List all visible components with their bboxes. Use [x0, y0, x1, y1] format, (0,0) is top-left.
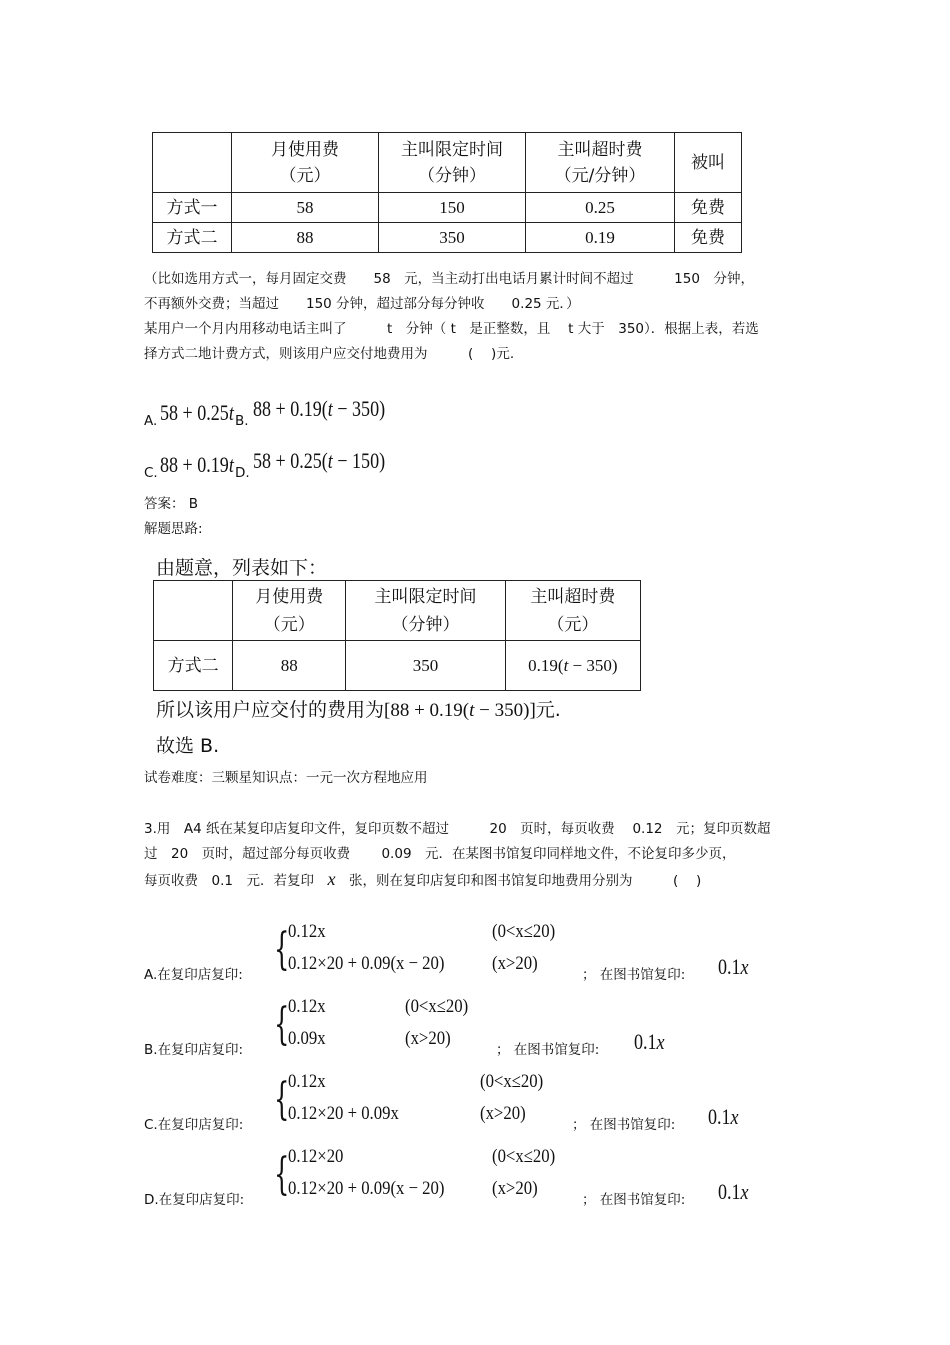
solution-table	[153, 580, 641, 691]
brace-icon: {	[274, 999, 290, 1050]
q3-option-label: A.在复印店复印:	[144, 967, 243, 983]
stem-line-1: 某用户一个月内用移动电话主叫了 t 分钟（ t 是正整数，且 t 大于 350）．根据上表，若选	[144, 321, 759, 337]
solution-heading: 解题思路:	[144, 521, 203, 537]
option-d-label: D.	[235, 465, 250, 481]
row-fee: 58	[232, 193, 379, 223]
header-overtime-fee: 主叫超时费 （元/分钟）	[526, 133, 675, 193]
note-line-1: （比如选用方式一，每月固定交费 58 元，当主动打出电话月累计时间不超过 150 分钟，	[144, 271, 754, 287]
option-a-label: A.	[144, 413, 158, 429]
row-limit: 350	[346, 641, 505, 691]
note-line-2: 不再额外交费；当超过 150 分钟，超过部分每分钟收 0.25 元．）	[144, 296, 580, 312]
library-label: ； 在图书馆复印:	[572, 1117, 676, 1133]
library-label: ； 在图书馆复印:	[496, 1042, 600, 1058]
row-overtime: 0.19	[526, 223, 675, 253]
option-b-expr: 88 + 0.19(t − 350)	[253, 396, 386, 421]
solution-choice: 故选 B.	[156, 735, 220, 757]
case-1-expr: 0.12x	[288, 1071, 326, 1092]
q3-option	[0, 993, 950, 1063]
library-label: ； 在图书馆复印:	[582, 967, 686, 983]
q3-option	[0, 1068, 950, 1138]
row-called: 免费	[675, 193, 742, 223]
table-row	[153, 193, 742, 223]
case-1-expr: 0.12x	[288, 996, 326, 1017]
header-empty	[154, 581, 233, 641]
row-name: 方式一	[153, 193, 232, 223]
header-call-limit: 主叫限定时间 （分钟）	[346, 581, 505, 641]
case-1-expr: 0.12×20	[288, 1146, 344, 1167]
option-b-label: B.	[235, 413, 249, 429]
header-monthly-fee: 月使用费 （元）	[233, 581, 346, 641]
row-limit: 350	[379, 223, 526, 253]
library-label: ； 在图书馆复印:	[582, 1192, 686, 1208]
solution-conclusion: 所以该用户应交付的费用为[88 + 0.19(t − 350)]元.	[156, 699, 561, 721]
row-name: 方式二	[153, 223, 232, 253]
case-2-range: (x>20)	[492, 1178, 538, 1199]
library-expr: 0.1x	[718, 1179, 749, 1204]
header-monthly-fee: 月使用费 （元）	[232, 133, 379, 193]
table-row	[154, 641, 641, 691]
case-2-expr: 0.12×20 + 0.09(x − 20)	[288, 953, 445, 974]
header-overtime-fee: 主叫超时费 （元）	[505, 581, 640, 641]
row-overtime: 0.19(t − 350)	[505, 641, 640, 691]
case-1-range: (0<x≤20)	[480, 1071, 544, 1092]
option-a-expr: 58 + 0.25t	[160, 400, 234, 425]
header-called: 被叫	[675, 133, 742, 193]
header-call-limit: 主叫限定时间 （分钟）	[379, 133, 526, 193]
case-1-range: (0<x≤20)	[405, 996, 469, 1017]
pricing-table	[152, 132, 742, 253]
case-2-expr: 0.12×20 + 0.09(x − 20)	[288, 1178, 445, 1199]
q3-option	[0, 918, 950, 988]
row-name: 方式二	[154, 641, 233, 691]
library-expr: 0.1x	[634, 1029, 665, 1054]
case-2-expr: 0.12×20 + 0.09x	[288, 1103, 399, 1124]
q3-line-2: 过 20 页时，超过部分每页收费 0.09 元．在某图书馆复印同样地文件，不论复印多少页，	[144, 846, 736, 862]
case-2-expr: 0.09x	[288, 1028, 326, 1049]
table-row	[153, 223, 742, 253]
brace-icon: {	[274, 1149, 290, 1200]
case-2-range: (x>20)	[480, 1103, 526, 1124]
row-fee: 88	[232, 223, 379, 253]
option-c-label: C.	[144, 465, 158, 481]
answer: 答案： B	[144, 496, 199, 512]
case-2-range: (x>20)	[492, 953, 538, 974]
case-1-range: (0<x≤20)	[492, 1146, 556, 1167]
q3-line-1: 3.用 A4 纸在某复印店复印文件，复印页数不超过 20 页时，每页收费 0.12 元；复印页数超	[144, 821, 771, 837]
case-2-range: (x>20)	[405, 1028, 451, 1049]
q3-option-label: B.在复印店复印:	[144, 1042, 244, 1058]
library-expr: 0.1x	[708, 1104, 739, 1129]
q3-option-label: D.在复印店复印:	[144, 1192, 245, 1208]
row-called: 免费	[675, 223, 742, 253]
stem-line-2: 择方式二地计费方式，则该用户应交付地费用为 ( )元.	[144, 346, 515, 362]
option-d-expr: 58 + 0.25(t − 150)	[253, 448, 386, 473]
row-overtime: 0.25	[526, 193, 675, 223]
difficulty: 试卷难度：三颗星知识点：一元一次方程地应用	[144, 770, 428, 786]
solution-intro: 由题意，列表如下：	[156, 557, 328, 579]
case-1-expr: 0.12x	[288, 921, 326, 942]
q3-option-label: C.在复印店复印:	[144, 1117, 244, 1133]
option-c-expr: 88 + 0.19t	[160, 452, 234, 477]
case-1-range: (0<x≤20)	[492, 921, 556, 942]
q3-line-3: 每页收费 0.1 元．若复印 x 张，则在复印店复印和图书馆复印地费用分别为 ( )	[144, 869, 702, 889]
library-expr: 0.1x	[718, 954, 749, 979]
header-empty	[153, 133, 232, 193]
row-fee: 88	[233, 641, 346, 691]
brace-icon: {	[274, 924, 290, 975]
q3-option	[0, 1143, 950, 1213]
row-limit: 150	[379, 193, 526, 223]
brace-icon: {	[274, 1074, 290, 1125]
